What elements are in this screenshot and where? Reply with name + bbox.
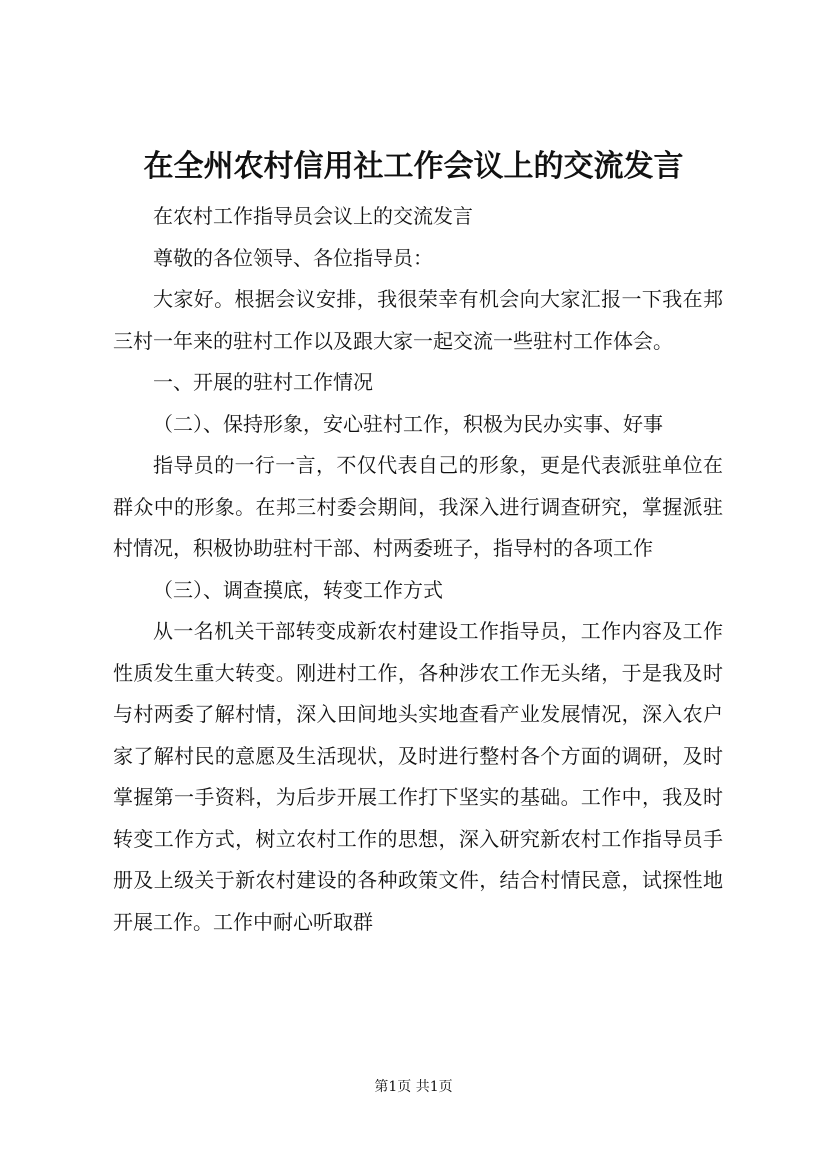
paragraph: （二）、保持形象，安心驻村工作，积极为民办实事、好事 bbox=[153, 411, 663, 436]
paragraph: 在农村工作指导员会议上的交流发言 bbox=[153, 204, 473, 228]
paragraph: 指导员的一行一言，不仅代表自己的形象，更是代表派驻单位在群众中的形象。在邦三村委会期间，我深入进行调查研究，掌握派驻村情况，积极协助驻村干部、村两委班子，指导村的各项工作 bbox=[113, 453, 723, 560]
paragraph: （三）、调查摸底，转变工作方式 bbox=[153, 577, 443, 602]
paragraph: 尊敬的各位领导、各位指导员： bbox=[153, 245, 433, 270]
document-title: 在全州农村信用社工作会议上的交流发言 bbox=[143, 149, 684, 184]
paragraph: 一、开展的驻村工作情况 bbox=[153, 370, 373, 394]
page-number: 第1页 共1页 bbox=[374, 1079, 453, 1095]
paragraph: 从一名机关干部转变成新农村建设工作指导员，工作内容及工作性质发生重大转变。刚进村工作，各种涉农工作无头绪，于是我及时与村两委了解村情，深入田间地头实地查看产业发展情况，深入农户家了解村民的意愿及生活现状，及时进行整村各个方面的调研，及时掌握第一手资料，为后步开展工作打下坚实的基础。工作中，我及时转变工作方式，树立农村工作的思想，深入研究新农村工作指导员手册及上级关于新农村建设的各种政策文件，结合村情民意，试探性地开展工作。工作中耐心听取群 bbox=[113, 619, 723, 934]
paragraph: 大家好。根据会议安排，我很荣幸有机会向大家汇报一下我在邦三村一年来的驻村工作以及跟大家一起交流一些驻村工作体会。 bbox=[113, 287, 723, 353]
document-body bbox=[113, 196, 723, 943]
